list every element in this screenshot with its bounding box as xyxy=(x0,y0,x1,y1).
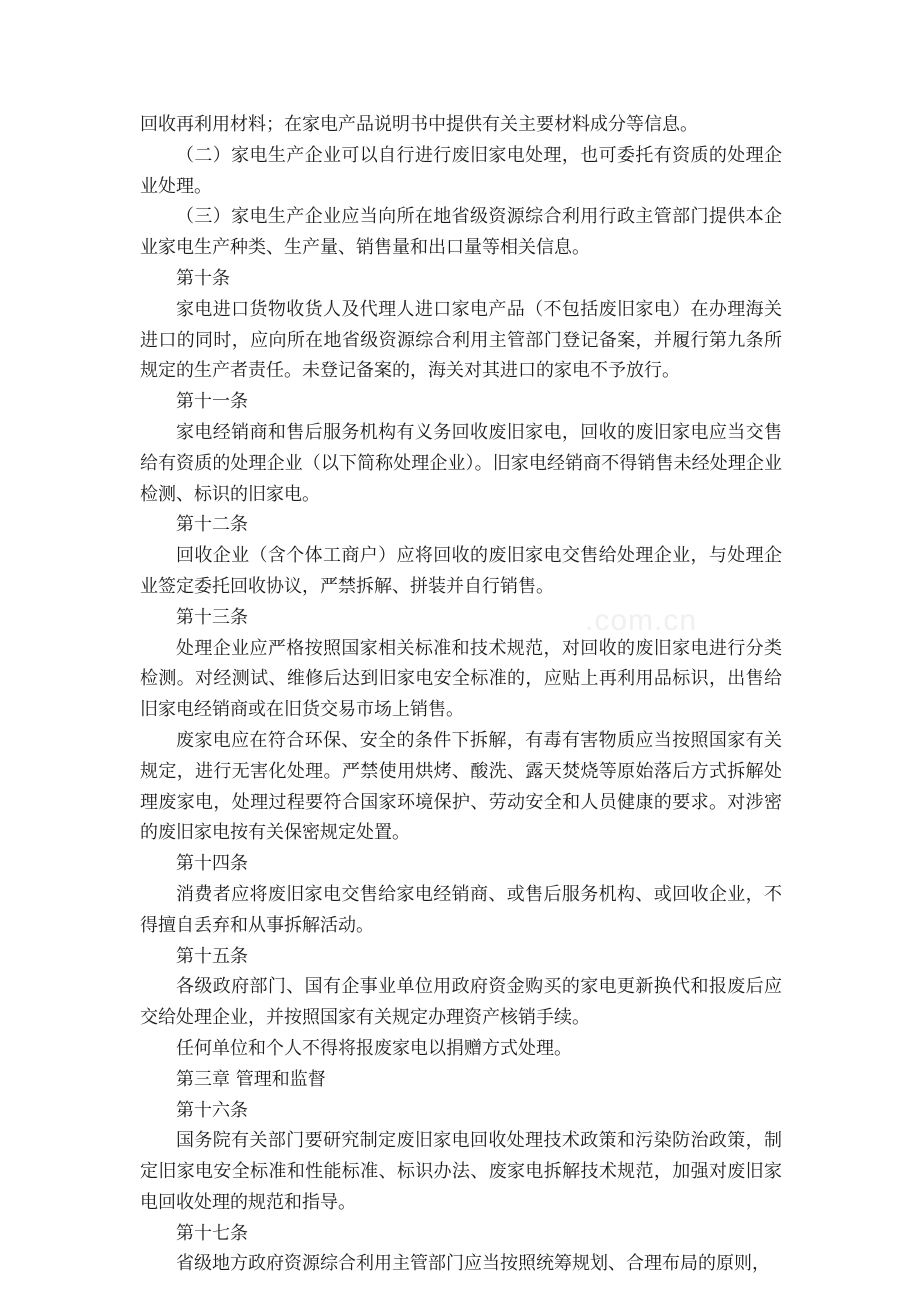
article-heading: 第三章 管理和监督 xyxy=(176,1068,326,1090)
article-heading: 第十三条 xyxy=(176,606,248,628)
body-paragraph: 处理企业应严格按照国家相关标准和技术规范，对回收的废旧家电进行分类检测。对经测试、维修后达到旧家电安全标准的，应贴上再利用品标识，出售给旧家电经销商或在旧货交易市场上销售。 xyxy=(140,637,782,721)
body-paragraph: 国务院有关部门要研究制定废旧家电回收处理技术政策和污染防治政策，制定旧家电安全标准和性能标准、标识办法、废家电拆解技术规范，加强对废旧家电回收处理的规范和指导。 xyxy=(140,1130,782,1213)
article-heading: 第十二条 xyxy=(176,514,248,536)
article-heading: 第十四条 xyxy=(176,853,248,875)
body-paragraph: （三）家电生产企业应当向所在地省级资源综合利用行政主管部门提供本企业家电生产种类、生产量、销售量和出口量等相关信息。 xyxy=(140,206,782,259)
article-heading: 第十一条 xyxy=(176,391,248,413)
document-body xyxy=(140,110,782,1280)
body-paragraph: 回收企业（含个体工商户）应将回收的废旧家电交售给处理企业，与处理企业签定委托回收协议，严禁拆解、拼装并自行销售。 xyxy=(140,545,782,597)
body-paragraph: 家电进口货物收货人及代理人进口家电产品（不包括废旧家电）在办理海关进口的同时，应向所在地省级资源综合利用主管部门登记备案，并履行第九条所规定的生产者责任。未登记备案的，海关对其进口的家电不予放行。 xyxy=(140,298,782,382)
article-heading: 第十六条 xyxy=(176,1099,248,1121)
body-paragraph: 省级地方政府资源综合利用主管部门应当按照统筹规划、合理布局的原则， xyxy=(176,1253,770,1275)
article-heading: 第十五条 xyxy=(176,945,248,967)
body-paragraph: 家电经销商和售后服务机构有义务回收废旧家电，回收的废旧家电应当交售给有资质的处理企业（以下简称处理企业）。旧家电经销商不得销售未经处理企业检测、标识的旧家电。 xyxy=(140,421,782,505)
body-paragraph: 废家电应在符合环保、安全的条件下拆解，有毒有害物质应当按照国家有关规定，进行无害化处理。严禁使用烘烤、酸洗、露天焚烧等原始落后方式拆解处理废家电，处理过程要符合国家环境保护、劳动安全和人员健康的要求。对涉密的废旧家电按有关保密规定处置。 xyxy=(140,729,782,844)
body-paragraph: 消费者应将废旧家电交售给家电经销商、或售后服务机构、或回收企业，不得擅自丢弃和从事拆解活动。 xyxy=(140,883,782,936)
watermark: .com.cn xyxy=(585,604,698,637)
article-heading: 第十条 xyxy=(176,267,230,289)
body-paragraph: 回收再利用材料；在家电产品说明书中提供有关主要材料成分等信息。 xyxy=(140,114,698,135)
body-paragraph: 各级政府部门、国有企事业单位用政府资金购买的家电更新换代和报废后应交给处理企业，并按照国家有关规定办理资产核销手续。 xyxy=(140,976,782,1029)
body-paragraph: （二）家电生产企业可以自行进行废旧家电处理，也可委托有资质的处理企业处理。 xyxy=(140,144,782,197)
article-heading: 第十七条 xyxy=(176,1222,248,1244)
body-paragraph: 任何单位和个人不得将报废家电以捐赠方式处理。 xyxy=(176,1037,572,1059)
